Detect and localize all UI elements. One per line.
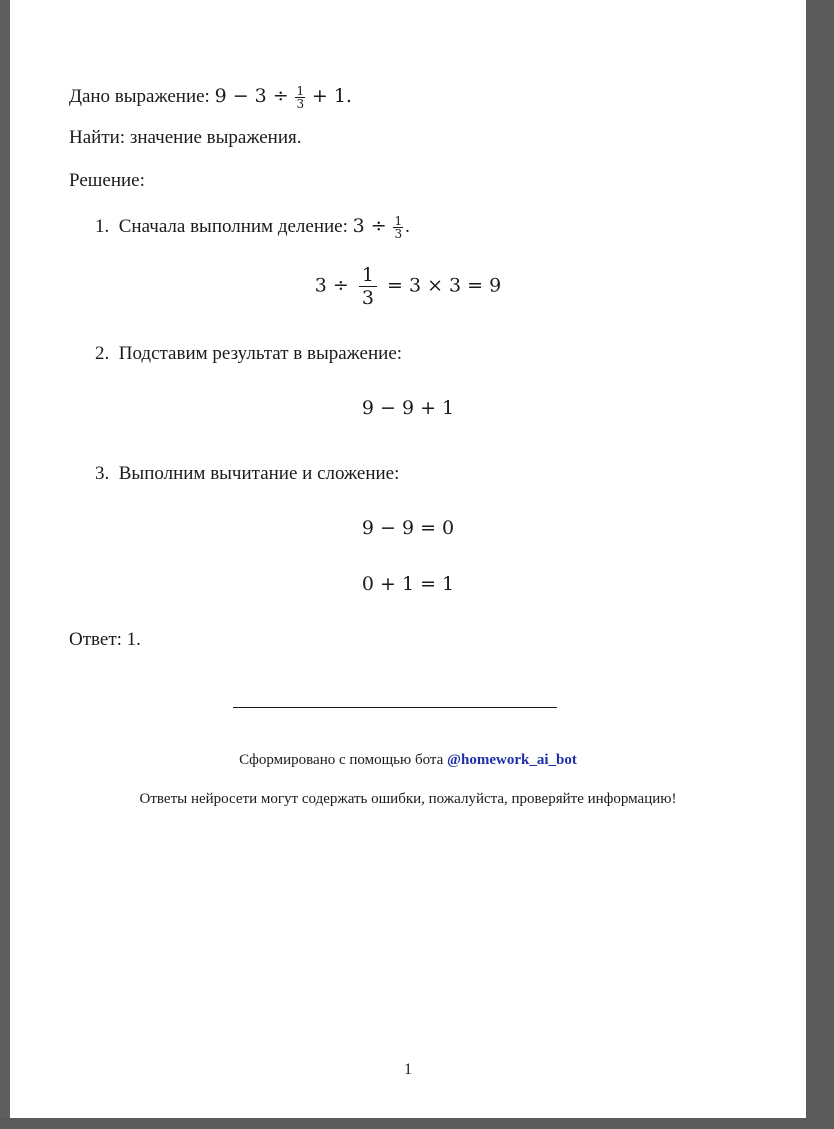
- step-1-display-prefix: 3 ÷: [314, 274, 349, 297]
- step-1-display-numerator: 1: [361, 264, 374, 286]
- given-fraction: [295, 85, 305, 110]
- step-3-display-equation-2: 0 + 1 = 1: [361, 573, 455, 595]
- generated-by-line: [10, 750, 806, 770]
- viewer-left-edge: [0, 0, 10, 1129]
- step-1-display-suffix: = 3 × 3 = 9: [387, 274, 502, 297]
- find-line: Найти: значение выражения.: [69, 127, 302, 148]
- step-1-display-equation: [10, 264, 806, 309]
- given-expr-prefix: 9 − 3 ÷: [214, 85, 289, 107]
- given-expr-suffix: + 1.: [311, 85, 352, 107]
- step-1: [95, 214, 410, 240]
- solution-label: Решение:: [69, 170, 145, 191]
- step-2: [95, 342, 402, 366]
- step-1-number: 1.: [95, 216, 110, 237]
- step-1-inline-denominator: 3: [394, 227, 403, 242]
- step-1-display-fraction: [359, 264, 377, 309]
- footer-divider: [233, 707, 557, 708]
- disclaimer-text: Ответы нейросети могут содержать ошибки, пожалуйста, проверяйте информацию!: [139, 791, 677, 807]
- step-2-display-equation: 9 − 9 + 1: [361, 397, 455, 419]
- given-fraction-denominator: 3: [296, 97, 305, 112]
- answer-line: Ответ: 1.: [69, 629, 141, 650]
- step-1-inline-suffix: .: [405, 216, 410, 237]
- step-2-text: Подставим результат в выражение:: [118, 343, 403, 364]
- viewer-right-edge: [806, 0, 834, 1129]
- step-1-text: Сначала выполним деление:: [118, 216, 348, 237]
- step-1-display-denominator: 3: [359, 286, 377, 309]
- viewer-bottom-edge: [0, 1118, 834, 1129]
- step-1-inline-fraction: [393, 215, 403, 240]
- bot-handle-link[interactable]: @homework_ai_bot: [447, 752, 577, 768]
- given-label: Дано выражение:: [69, 86, 210, 107]
- generated-by-text: Сформировано с помощью бота: [239, 752, 444, 768]
- given-fraction-numerator: 1: [296, 84, 305, 99]
- document-page: [10, 0, 806, 1118]
- step-3-display-equation-1: 9 − 9 = 0: [361, 517, 455, 539]
- step-2-number: 2.: [95, 343, 110, 364]
- step-3: [95, 462, 399, 486]
- step-3-text: Выполним вычитание и сложение:: [118, 463, 400, 484]
- step-3-number: 3.: [95, 463, 110, 484]
- step-1-inline-prefix: 3 ÷: [352, 215, 387, 237]
- given-line: [69, 84, 352, 110]
- step-1-inline-numerator: 1: [394, 214, 403, 229]
- page-number: 1: [404, 1061, 412, 1078]
